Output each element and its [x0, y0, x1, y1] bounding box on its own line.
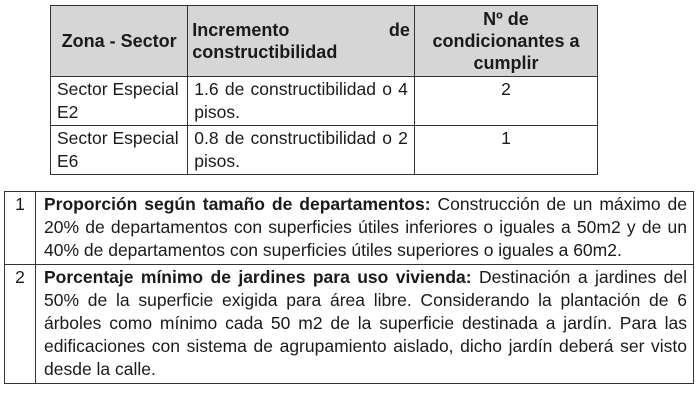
cell-zona: Sector Especial E2 — [51, 77, 188, 126]
conditions-table — [4, 191, 694, 384]
condition-number: 1 — [5, 192, 36, 265]
condition-description — [36, 192, 694, 265]
zones-table-header-row — [51, 6, 598, 77]
condition-number: 2 — [5, 264, 36, 383]
header-zona: Zona - Sector — [51, 6, 188, 77]
condition-title: Porcentaje mínimo de jardines para uso vivienda: — [44, 266, 472, 287]
condition-title: Proporción según tamaño de departamentos: — [44, 194, 431, 214]
zones-table — [50, 5, 598, 175]
condition-text: Destinación a jardines del 50% de la superficie exigida para área libre. Considerando la plantación de 6 árboles como mínimo cada 50 m2 de la superficie destinada a jardín. Para las edificaciones con sistema de agrupamiento aislado, dicho jardín deberá ser visto desde la calle. — [44, 266, 687, 380]
cell-zona: Sector Especial E6 — [51, 126, 188, 175]
header-incremento: Incremento de constructibilidad — [188, 6, 415, 77]
table-row — [5, 192, 694, 265]
condition-text: Construcción de un máximo de 20% de departamentos con superficies útiles inferiores o iguales a 50m2 y de un 40% de departamentos con superficies útiles superiores o iguales a 60m2. — [44, 194, 688, 261]
cell-condicionantes: 1 — [414, 126, 597, 175]
cell-incremento: 1.6 de constructibilidad o 4 pisos. — [188, 77, 415, 126]
table-row — [51, 77, 598, 126]
cell-incremento: 0.8 de constructibilidad o 2 pisos. — [188, 126, 415, 175]
header-condicionantes: Nº de condicionantes a cumplir — [414, 6, 597, 77]
cell-condicionantes: 2 — [414, 77, 597, 126]
table-row — [5, 264, 694, 383]
condition-description — [36, 264, 694, 383]
table-row — [51, 126, 598, 175]
